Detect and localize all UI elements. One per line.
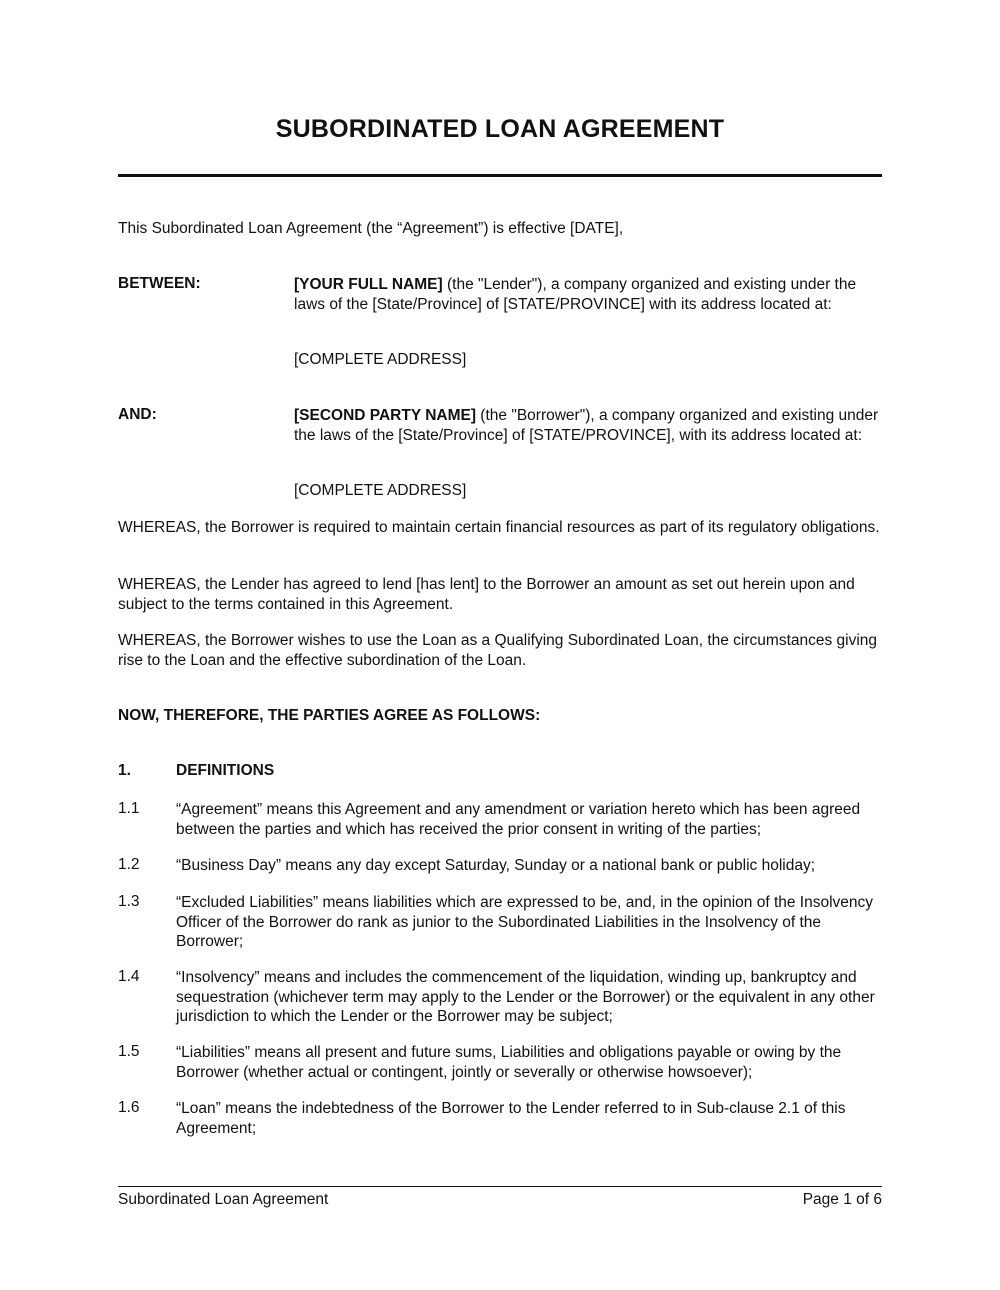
clause-text: “Liabilities” means all present and future sums, Liabilities and obligations payable or owing by the Borrower (whether actual or contingent, jointly or severally or otherwise howsoever); (176, 1044, 842, 1081)
whereas-paragraph: WHEREAS, the Borrower wishes to use the Loan as a Qualifying Subordinated Loan, the circumstances giving rise to the Loan and the effective subordination of the Loan. (118, 632, 878, 669)
footer-divider (118, 1186, 882, 1187)
clause-text: “Insolvency” means and includes the commencement of the liquidation, winding up, bankruptcy and sequestration (whichever term may apply to the Lender or the Borrower) or the equivalent in any other jurisdiction to which the Lender or the Borrower may be subject; (176, 969, 875, 1025)
borrower-name: [SECOND PARTY NAME] (294, 407, 476, 424)
borrower-party-paragraph (294, 406, 882, 445)
clause-text: “Loan” means the indebtedness of the Borrower to the Lender referred to in Sub-clause 2.1 of this Agreement; (176, 1100, 846, 1137)
section-number: 1. (118, 762, 131, 779)
document-title: SUBORDINATED LOAN AGREEMENT (275, 115, 725, 143)
now-therefore-heading: NOW, THEREFORE, THE PARTIES AGREE AS FOLLOWS: (118, 707, 541, 724)
between-label: BETWEEN: (118, 275, 201, 292)
clause-number: 1.4 (118, 968, 140, 985)
borrower-description: (the "Borrower"), a company organized and existing under the laws of the [State/Province] of [STATE/PROVINCE], with its address located at: (294, 407, 879, 444)
lender-description: (the "Lender"), a company organized and existing under the laws of the [State/Province] of [STATE/PROVINCE] with its address located at: (294, 276, 857, 313)
clause-number: 1.6 (118, 1099, 140, 1116)
lender-address: [COMPLETE ADDRESS] (294, 351, 467, 368)
clause-number: 1.3 (118, 893, 140, 910)
borrower-address: [COMPLETE ADDRESS] (294, 482, 467, 499)
and-label: AND: (118, 406, 157, 423)
lender-name: [YOUR FULL NAME] (294, 276, 443, 293)
clause-number: 1.2 (118, 856, 140, 873)
clause-text: “Agreement” means this Agreement and any amendment or variation hereto which has been agreed between the parties and which has received the prior consent in writing of the parties; (176, 801, 861, 838)
lender-party-paragraph (294, 275, 882, 314)
clause-text: “Business Day” means any day except Saturday, Sunday or a national bank or public holiday; (176, 857, 816, 874)
clause-number: 1.1 (118, 800, 140, 817)
clause-text: “Excluded Liabilities” means liabilities which are expressed to be, and, in the opinion of the Insolvency Officer of the Borrower do rank as junior to the Subordinated Liabilities in the Insolvency of the Borrower; (176, 894, 874, 950)
footer-page-number: Page 1 of 6 (802, 1191, 882, 1208)
section-heading: DEFINITIONS (176, 762, 275, 779)
title-divider (118, 174, 882, 177)
whereas-paragraph: WHEREAS, the Borrower is required to maintain certain financial resources as part of its regulatory obligations. (118, 519, 880, 536)
clause-number: 1.5 (118, 1043, 140, 1060)
footer-document-name: Subordinated Loan Agreement (118, 1191, 329, 1208)
whereas-paragraph: WHEREAS, the Lender has agreed to lend [has lent] to the Borrower an amount as set out herein upon and subject to the terms contained in this Agreement. (118, 576, 855, 613)
intro-paragraph: This Subordinated Loan Agreement (the “Agreement”) is effective [DATE], (118, 220, 624, 237)
